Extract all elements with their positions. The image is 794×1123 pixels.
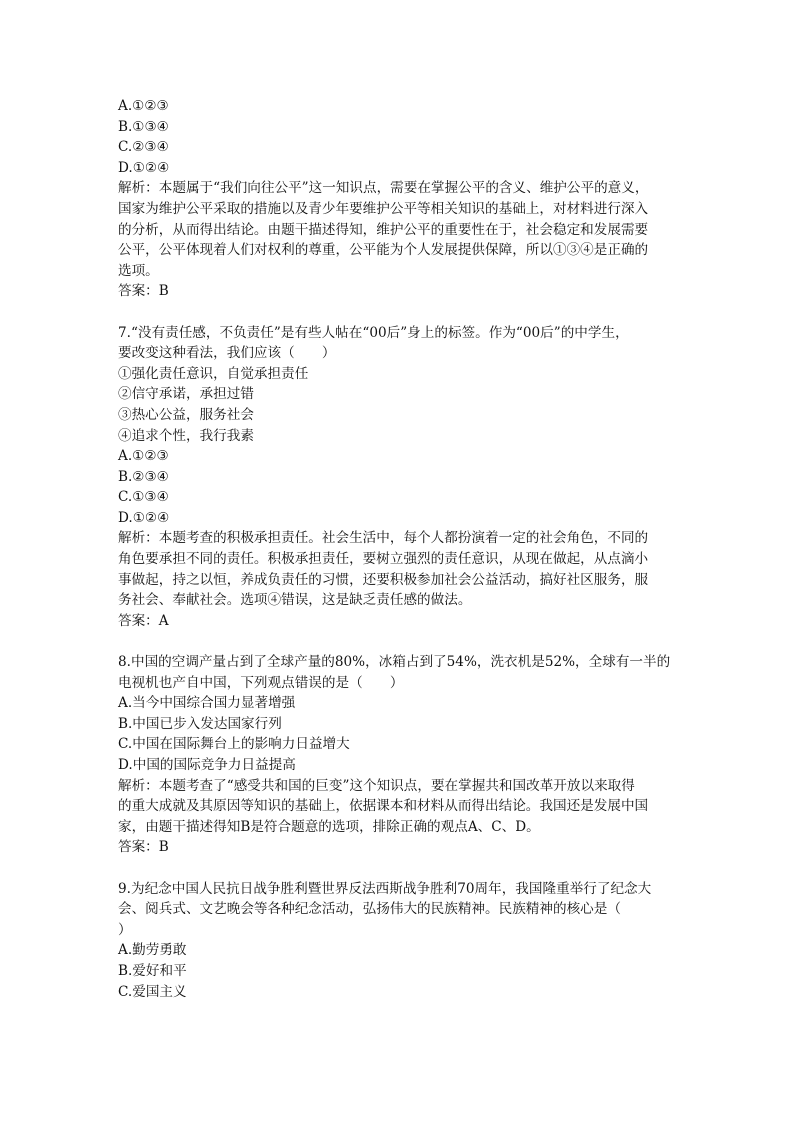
option-c: C.中国在国际舞台上的影响力日益增大 <box>118 736 350 753</box>
analysis-line: 解析：本题属于“我们向往公平”这一知识点，需要在掌握公平的含义、维护公平的意义， <box>118 180 649 197</box>
question-8 <box>118 652 698 858</box>
spacer <box>118 631 698 652</box>
analysis-line: 的分析，从而得出结论。由题干描述得知，维护公平的重要性在于，社会稳定和发展需要 <box>118 221 649 238</box>
question-6 <box>118 96 698 302</box>
analysis-line: 务社会、奉献社会。选项④错误，这是缺乏责任感的做法。 <box>118 592 472 609</box>
document-page <box>118 96 698 1002</box>
question-stem: 7.“没有责任感，不负责任”是有些人帖在“00后”身上的标签。作为“00后”的中学生， <box>118 324 629 341</box>
option-c: C.爱国主义 <box>118 983 187 1000</box>
question-stem: 会、阅兵式、文艺晚会等各种纪念活动，弘扬伟大的民族精神。民族精神的核心是（ <box>118 901 621 918</box>
question-stem: ） <box>118 921 132 938</box>
option-a: A.当今中国综合国力显著增强 <box>118 695 296 712</box>
option-a: A.①②③ <box>118 98 169 114</box>
question-9 <box>118 879 698 1003</box>
question-stem: 要改变这种看法，我们应该（ ） <box>118 345 336 362</box>
option-a: A.①②③ <box>118 448 169 465</box>
analysis-line: 国家为维护公平采取的措施以及青少年要维护公平等相关知识的基础上，对材料进行深入 <box>118 200 649 217</box>
analysis-line: 公平，公平体现着人们对权利的尊重，公平能为个人发展提供保障，所以①③④是正确的 <box>118 242 649 259</box>
analysis-line: 事做起，持之以恒，养成负责任的习惯，还要积极参加社会公益活动，搞好社区服务，服 <box>118 571 649 588</box>
statement-item: ④追求个性，我行我素 <box>118 427 254 444</box>
analysis-line: 选项。 <box>118 262 159 279</box>
analysis-line: 的重大成就及其原因等知识的基础上，依据课本和材料从而得出结论。我国还是发展中国 <box>118 798 649 815</box>
question-stem: 9.为纪念中国人民抗日战争胜利暨世界反法西斯战争胜利70周年，我国隆重举行了纪念大 <box>118 880 652 897</box>
analysis-line: 解析：本题考查的积极承担责任。社会生活中，每个人都扮演着一定的社会角色，不同的 <box>118 530 649 547</box>
answer: 答案：B <box>118 839 169 856</box>
option-a: A.勤劳勇敢 <box>118 942 187 959</box>
question-stem: 8.中国的空调产量占到了全球产量的80%，冰箱占到了54%，洗衣机是52%，全球有一半的 <box>118 654 671 671</box>
question-7 <box>118 323 698 632</box>
spacer <box>118 302 698 323</box>
statement-item: ③热心公益，服务社会 <box>118 406 254 423</box>
analysis-line: 角色要承担不同的责任。积极承担责任，要树立强烈的责任意识，从现在做起，从点滴小 <box>118 551 649 568</box>
question-stem: 电视机也产自中国，下列观点错误的是（ ） <box>118 674 404 691</box>
option-b: B.②③④ <box>118 468 169 485</box>
option-b: B.①③④ <box>118 118 169 135</box>
option-b: B.中国已步入发达国家行列 <box>118 715 282 732</box>
analysis-line: 解析：本题考查了“感受共和国的巨变”这个知识点，要在掌握共和国改革开放以来取得 <box>118 777 635 794</box>
option-d: D.①②④ <box>118 509 170 526</box>
statement-item: ②信守承诺，承担过错 <box>118 386 254 403</box>
answer: 答案：A <box>118 612 169 629</box>
option-c: C.①③④ <box>118 489 169 506</box>
statement-item: ①强化责任意识，自觉承担责任 <box>118 365 309 382</box>
spacer <box>118 858 698 879</box>
option-d: D.中国的国际竞争力日益提高 <box>118 757 296 773</box>
option-d: D.①②④ <box>118 159 170 176</box>
option-b: B.爱好和平 <box>118 962 187 979</box>
answer: 答案：B <box>118 283 169 300</box>
option-c: C.②③④ <box>118 139 169 156</box>
analysis-line: 家，由题干描述得知B是符合题意的选项，排除正确的观点A、C、D。 <box>118 818 540 835</box>
